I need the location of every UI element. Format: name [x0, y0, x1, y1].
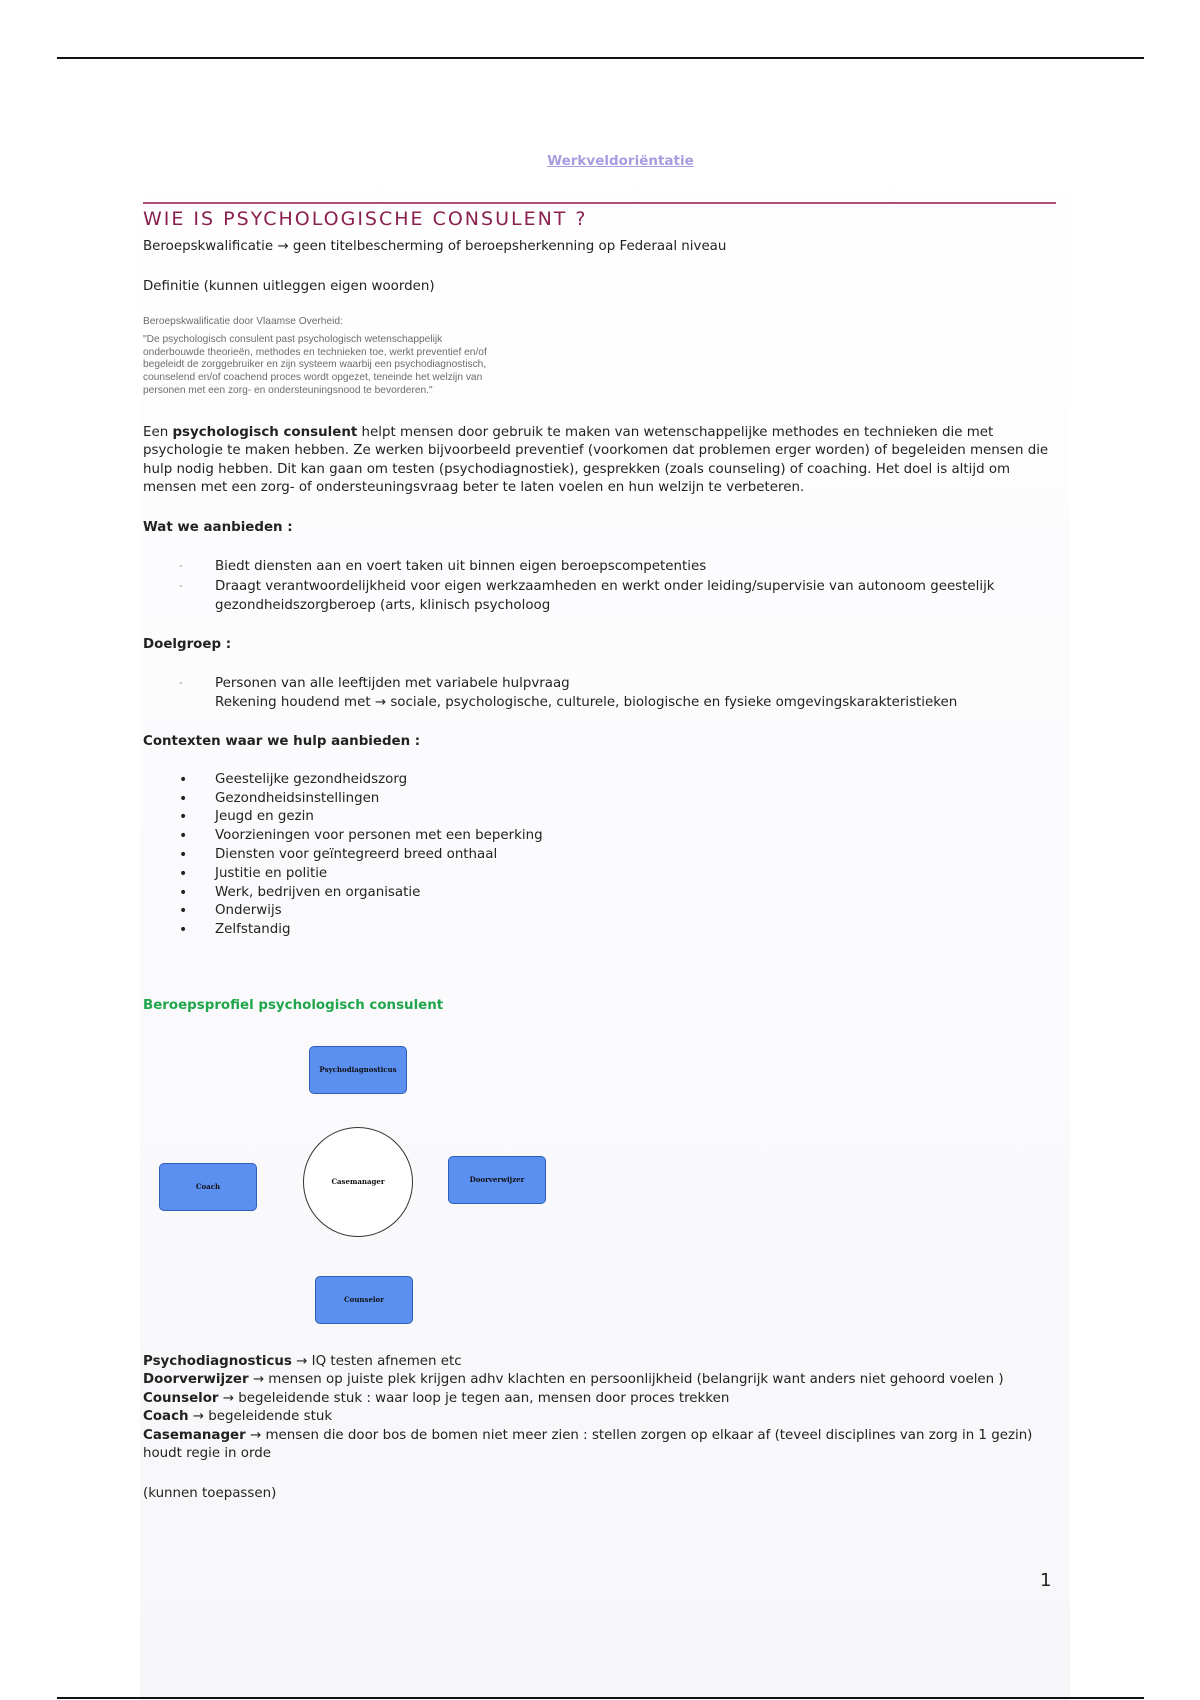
page-number: 1	[1040, 1570, 1052, 1591]
list-item: - Draagt verantwoordelijkheid voor eigen werkzaamheden en werkt onder leiding/supervisie van autonoom geestelijk gezondheidszorgberoep (arts, klinisch psycholoog	[179, 578, 995, 613]
list-item: • Voorzieningen voor personen met een beperking	[179, 828, 543, 845]
intro-paragraph	[143, 424, 1053, 498]
diagram-node-doorverwijzer: Doorverwijzer	[448, 1156, 546, 1204]
list-item: • Onderwijs	[179, 903, 282, 920]
bottom-rule	[57, 1697, 1144, 1699]
roles-list	[143, 1353, 1053, 1464]
header-link[interactable]: Werkveldoriëntatie	[547, 153, 694, 169]
list-item: • Gezondheidsinstellingen	[179, 790, 380, 807]
page-title: WIE IS PSYCHOLOGISCHE CONSULENT ?	[143, 208, 588, 230]
list-item: • Diensten voor geïntegreerd breed onthaal	[179, 846, 498, 863]
definition-line: Definitie (kunnen uitleggen eigen woorden)	[143, 279, 435, 294]
list-item: • Werk, bedrijven en organisatie	[179, 884, 421, 901]
dash-bullet: -	[179, 580, 183, 592]
role-line: Counselor → begeleidende stuk : waar loop je tegen aan, mensen door proces trekken	[143, 1390, 730, 1406]
diagram-node-psychodiagnosticus: Psychodiagnosticus	[309, 1046, 407, 1094]
profile-diagram	[143, 1033, 563, 1333]
target-heading: Doelgroep :	[143, 636, 232, 652]
dash-bullet: -	[179, 560, 183, 572]
title-rule	[143, 202, 1056, 204]
diagram-node-counselor: Counselor	[315, 1276, 413, 1324]
intro-prefix: Een	[143, 424, 173, 440]
list-item: • Zelfstandig	[179, 922, 291, 939]
offer-heading: Wat we aanbieden :	[143, 519, 293, 535]
profile-heading: Beroepsprofiel psychologisch consulent	[143, 997, 444, 1013]
list-item: • Jeugd en gezin	[179, 809, 314, 826]
list-item: - Biedt diensten aan en voert taken uit binnen eigen beroepscompetenties	[179, 558, 707, 574]
role-line: Coach → begeleidende stuk	[143, 1409, 333, 1425]
contexts-list	[143, 771, 1053, 940]
intro-bold: psychologisch consulent	[172, 424, 358, 440]
qualification-line: Beroepskwalificatie → geen titelbescherming of beroepsherkenning op Federaal niveau	[143, 239, 727, 254]
role-line: Psychodiagnosticus → IQ testen afnemen etc	[143, 1353, 462, 1369]
diagram-node-coach: Coach	[159, 1163, 257, 1211]
document-content	[143, 150, 1053, 1503]
closing-note: (kunnen toepassen)	[143, 1485, 277, 1501]
list-item: - Personen van alle leeftijden met variabele hulpvraag Rekening houdend met → sociale, psychologische, culturele, biologische en fysieke omgevingskarakteristieken	[179, 675, 958, 710]
list-item: • Geestelijke gezondheidszorg	[179, 771, 408, 788]
quote-text: "De psychologisch consulent past psychologisch wetenschappelijk onderbouwde theorieën, methodes en technieken toe, werkt preventief en/of begeleidt de zorggebruiker en zijn systeem waarbij een psychodiagnostisch, counselend en/of coachend proces wordt opgezet, teneinde het welzijn van personen met een zorg- en ondersteuningsnood te bevorderen."	[143, 333, 487, 396]
offer-list	[143, 557, 1053, 615]
role-line: Doorverwijzer → mensen op juiste plek krijgen adhv klachten en persoonlijkheid (belangrijk want anders niet gehoord voelen )	[143, 1372, 1004, 1388]
target-list	[143, 674, 1053, 712]
role-line: Casemanager → mensen die door bos de bomen niet meer zien : stellen zorgen op elkaar af (teveel disciplines van zorg in 1 gezin) houdt regie in orde	[143, 1427, 1033, 1462]
top-rule	[57, 57, 1144, 59]
quote-heading: Beroepskwalificatie door Vlaamse Overheid:	[143, 316, 343, 327]
dash-bullet: -	[179, 677, 183, 689]
contexts-heading: Contexten waar we hulp aanbieden :	[143, 733, 421, 749]
definition-quote	[143, 316, 503, 398]
intro-rest: helpt mensen door gebruik te maken van wetenschappelijke methodes en technieken die met psychologie te maken hebben. Ze werken bijvoorbeeld preventief (voorkomen dat problemen erger worden) of begeleiden mensen die hulp nodig hebben. Dit kan gaan om testen (psychodiagnostiek), gesprekken (zoals counseling) of coaching. Het doel is altijd om mensen met een zorg- of ondersteuningsvraag beter te laten voelen en hun welzijn te verbeteren.	[143, 424, 1049, 496]
diagram-node-casemanager: Casemanager	[303, 1127, 413, 1237]
list-item: • Justitie en politie	[179, 865, 328, 882]
